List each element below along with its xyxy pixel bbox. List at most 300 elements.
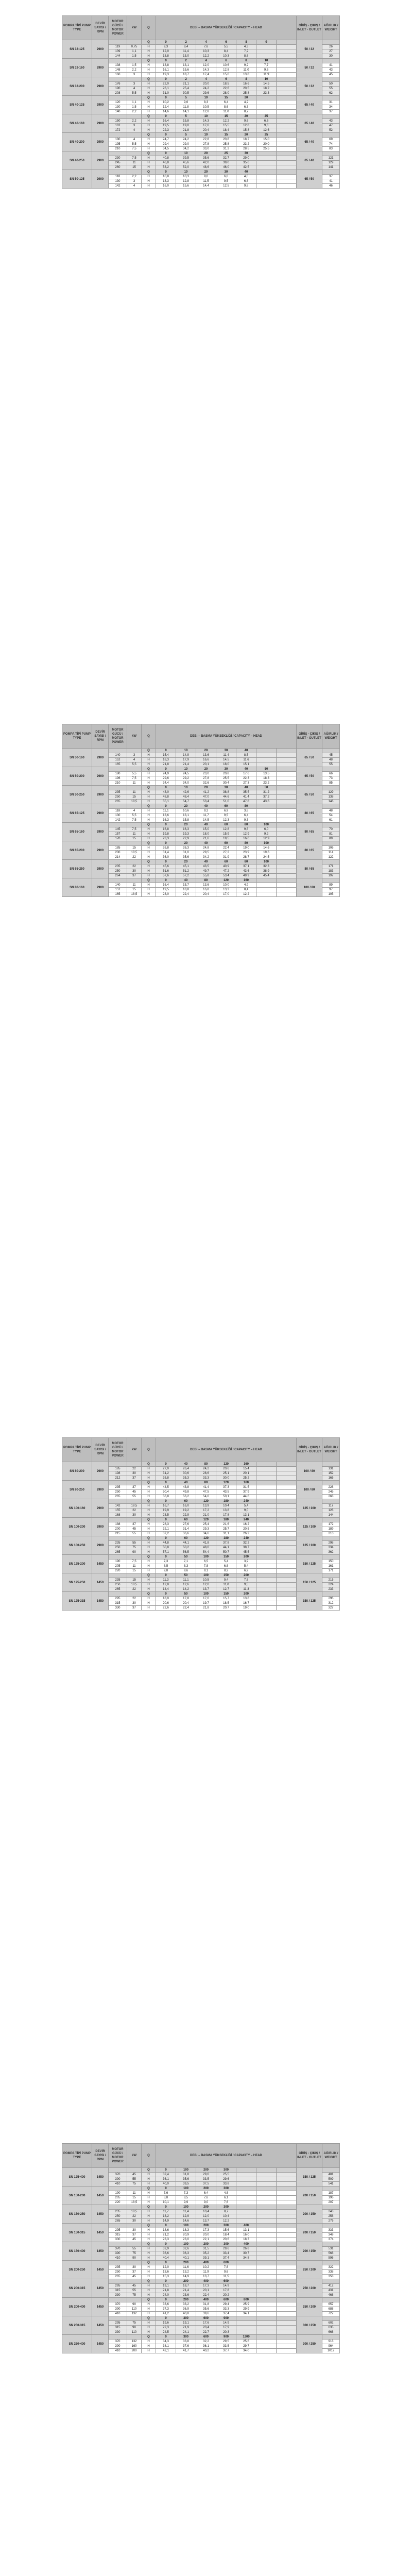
motor-power: 7,5 — [127, 1560, 142, 1564]
head-label: H — [142, 2251, 156, 2256]
motor-power: 15 — [127, 795, 142, 800]
flow-value — [277, 2224, 297, 2228]
head-label: H — [142, 2270, 156, 2275]
head-value — [256, 156, 277, 161]
head-value: 20,8 — [216, 138, 236, 142]
head-value: 9,6 — [256, 124, 277, 128]
head-value: 7,6 — [196, 2196, 216, 2200]
flow-value: 180 — [216, 1499, 236, 1504]
motor-power: 1,1 — [127, 49, 142, 54]
flow-value: 10 — [176, 170, 196, 175]
head-value: 28,5 — [236, 147, 256, 151]
motor-power: 37 — [127, 874, 142, 878]
head-value — [256, 1601, 277, 1606]
head-value — [236, 2196, 256, 2200]
head-value — [256, 2233, 277, 2238]
head-value: 19,1 — [176, 2321, 196, 2326]
flow-value: 200 — [196, 2187, 216, 2191]
head-value — [256, 2312, 277, 2316]
head-value — [277, 2238, 297, 2242]
weight-cell — [322, 133, 340, 138]
head-value — [277, 138, 297, 142]
motor-power: 2,2 — [127, 68, 142, 73]
head-label: H — [142, 790, 156, 795]
flow-value: 200 — [176, 2298, 196, 2302]
head-label: H — [142, 2196, 156, 2200]
inlet-outlet: 200 / 150 — [297, 2224, 322, 2242]
flow-label: Q — [142, 841, 156, 846]
flow-value: 8 — [236, 40, 256, 45]
head-value: 15,3 — [156, 2275, 176, 2279]
head-value: 36,9 — [176, 2307, 196, 2312]
head-value: 49,7 — [196, 869, 216, 874]
motor-cell — [109, 114, 127, 119]
flow-value: 0 — [156, 860, 176, 865]
head-label: H — [142, 119, 156, 124]
weight-cell — [322, 786, 340, 790]
flow-row — [62, 1573, 340, 1578]
weight-value: 296 — [322, 1597, 340, 1601]
head-label: H — [142, 49, 156, 54]
flow-value: 900 — [216, 2316, 236, 2321]
model-header: POMPA TİPİ PUMP TYPE — [62, 1438, 92, 1462]
head-label: H — [142, 105, 156, 110]
head-value: 29,6 — [216, 2177, 236, 2182]
inlet-outlet: 150 / 125 — [297, 1573, 322, 1592]
head-value: 50,1 — [216, 1495, 236, 1499]
head-value: 25,4 — [176, 87, 196, 91]
head-label: H — [142, 138, 156, 142]
head-value: 9,5 — [216, 814, 236, 818]
motor-cell — [109, 786, 127, 790]
motor-cell — [109, 1573, 127, 1578]
head-value: 9,1 — [196, 1569, 216, 1573]
head-label: H — [142, 2238, 156, 2242]
flow-label: Q — [142, 114, 156, 119]
weight-value: 312 — [322, 1601, 340, 1606]
head-value: 13,5 — [256, 772, 277, 776]
pump-model: SN 50-160 — [62, 749, 92, 767]
impeller-diameter: 165 — [109, 892, 127, 897]
impeller-diameter: 180 — [109, 138, 127, 142]
weight-value: 62 — [322, 91, 340, 96]
pump-model: SN 125-400 — [62, 2168, 92, 2187]
head-value: 7,3 — [156, 1560, 176, 1564]
head-value: 15,4 — [236, 1467, 256, 1471]
flow-label: Q — [142, 786, 156, 790]
head-value — [277, 1527, 297, 1532]
head-value — [277, 2275, 297, 2279]
impeller-diameter: 295 — [109, 2321, 127, 2326]
head-label: H — [142, 818, 156, 823]
motor-power: 1,5 — [127, 63, 142, 68]
head-value: 6,8 — [216, 175, 236, 179]
motor-cell — [109, 1592, 127, 1597]
head-value: 37,3 — [156, 2307, 176, 2312]
head-value: 25,2 — [236, 1476, 256, 1481]
head-value: 13,3 — [156, 179, 176, 184]
flow-value: 0 — [156, 133, 176, 138]
kw-cell — [127, 59, 142, 63]
flow-value: 60 — [216, 841, 236, 846]
impeller-diameter: 410 — [109, 2256, 127, 2261]
weight-value: 228 — [322, 1485, 340, 1490]
impeller-diameter: 190 — [109, 87, 127, 91]
head-value — [277, 2312, 297, 2316]
head-value — [256, 2340, 277, 2344]
impeller-diameter: 214 — [109, 855, 127, 860]
rpm-value: 1450 — [92, 2335, 109, 2353]
head-value: 9,0 — [236, 1509, 256, 1513]
impeller-diameter: 390 — [109, 2177, 127, 2182]
weight-cell — [322, 2298, 340, 2302]
impeller-diameter: 250 — [109, 2270, 127, 2275]
head-value — [277, 800, 297, 804]
head-label: H — [142, 2302, 156, 2307]
head-value: 16,3 — [176, 827, 196, 832]
weight-value: 27 — [322, 49, 340, 54]
flow-label: Q — [142, 1499, 156, 1504]
head-value — [236, 2214, 256, 2219]
flow-value: 80 — [196, 878, 216, 883]
weight-value: 55 — [322, 87, 340, 91]
motor-power: 55 — [127, 1532, 142, 1536]
head-value — [277, 2340, 297, 2344]
flow-value — [236, 2187, 256, 2191]
head-value — [256, 2293, 277, 2298]
flow-label: Q — [142, 1573, 156, 1578]
head-value: 11,3 — [156, 1578, 176, 1583]
impeller-diameter: 130 — [109, 105, 127, 110]
head-value — [236, 2321, 256, 2326]
head-value: 20,1 — [236, 1471, 256, 1476]
head-value: 9,8 — [236, 184, 256, 189]
head-value — [256, 809, 277, 814]
weight-cell — [322, 2224, 340, 2228]
head-value: 43,8 — [176, 1485, 196, 1490]
head-value: 16,0 — [176, 1504, 196, 1509]
impeller-diameter: 176 — [109, 82, 127, 87]
head-value: 55,1 — [156, 800, 176, 804]
head-value — [256, 1490, 277, 1495]
head-value: 35,3 — [176, 1476, 196, 1481]
inlet-outlet: 300 / 250 — [297, 2316, 322, 2335]
pump-model: SN 65-160 — [62, 823, 92, 841]
head-value: 34,1 — [236, 2312, 256, 2316]
head-value: 19,0 — [176, 124, 196, 128]
weight-value: 635 — [322, 2326, 340, 2330]
flow-value: 2 — [176, 77, 196, 82]
flow-value: 0 — [156, 1481, 176, 1485]
flow-value — [256, 2168, 277, 2173]
motor-power: 90 — [127, 2302, 142, 2307]
head-value: 11,8 — [176, 105, 196, 110]
impeller-diameter: 118 — [109, 809, 127, 814]
impeller-diameter: 390 — [109, 2251, 127, 2256]
motor-power: 11 — [127, 1564, 142, 1569]
head-value: 43,6 — [256, 800, 277, 804]
pump-model: SN 250-315 — [62, 2316, 92, 2335]
head-value: 28,3 — [156, 1522, 176, 1527]
motor-power: 1,1 — [127, 100, 142, 105]
head-value — [256, 2284, 277, 2289]
flow-value: 400 — [236, 2242, 256, 2247]
flow-value: 40 — [176, 878, 196, 883]
flow-row — [62, 767, 340, 772]
head-value: 24,2 — [176, 138, 196, 142]
head-value — [256, 1587, 277, 1592]
motor-power: 18,5 — [127, 851, 142, 855]
flow-value: 30 — [216, 749, 236, 753]
flow-value: 800 — [236, 2298, 256, 2302]
pump-model: SN 65-200 — [62, 841, 92, 860]
motor-cell — [109, 878, 127, 883]
pump-model: SN 125-315 — [62, 1592, 92, 1611]
flow-value — [236, 2205, 256, 2210]
flow-value — [277, 823, 297, 827]
head-value — [256, 1513, 277, 1518]
flow-row — [62, 96, 340, 100]
head-value: 14,6 — [256, 846, 277, 851]
weight-value: 69 — [322, 138, 340, 142]
head-value: 6,5 — [196, 1560, 216, 1564]
head-value — [256, 2200, 277, 2205]
head-value: 40,1 — [176, 2256, 196, 2261]
flow-row — [62, 2261, 340, 2265]
head-value — [256, 2256, 277, 2261]
head-value: 34,0 — [176, 781, 196, 786]
head-value: 32,1 — [156, 1527, 176, 1532]
motor-cell — [109, 1518, 127, 1522]
flow-value: 50 — [176, 1592, 196, 1597]
flow-row — [62, 860, 340, 865]
kw-cell — [127, 2298, 142, 2302]
weight-value: 481 — [322, 2173, 340, 2177]
motor-power: 1,5 — [127, 54, 142, 59]
motor-power: 75 — [127, 2321, 142, 2326]
flow-label: Q — [142, 2316, 156, 2321]
flow-value — [256, 2187, 277, 2191]
head-value: 6,4 — [236, 814, 256, 818]
inlet-outlet: 65 / 40 — [297, 96, 322, 114]
head-value — [277, 82, 297, 87]
flow-value: 200 — [196, 2242, 216, 2247]
motor-power: 3 — [127, 73, 142, 77]
flow-label: Q — [142, 1518, 156, 1522]
head-value: 31,1 — [216, 1532, 236, 1536]
head-value: 30,0 — [216, 1476, 236, 1481]
head-label: H — [142, 855, 156, 860]
weight-value: 81 — [322, 832, 340, 837]
head-value: 6,0 — [256, 827, 277, 832]
pump-model: SN 125-200 — [62, 1555, 92, 1573]
inlet-outlet: 80 / 65 — [297, 841, 322, 860]
head-value — [277, 105, 297, 110]
head-value: 27,2 — [216, 851, 236, 855]
head-value: 13,6 — [196, 753, 216, 758]
head-value — [256, 2289, 277, 2293]
head-value: 24,5 — [156, 2330, 176, 2335]
head-label: H — [142, 2293, 156, 2298]
motor-power: 30 — [127, 1601, 142, 1606]
rpm-header: DEVİR SAYISI / RPM — [92, 2144, 109, 2168]
head-value: 16,2 — [236, 1522, 256, 1527]
motor-power: 3 — [127, 124, 142, 128]
flow-value: 50 — [256, 786, 277, 790]
head-value: 9,3 — [156, 45, 176, 49]
flow-value — [277, 767, 297, 772]
head-value: 23,0 — [196, 772, 216, 776]
impeller-diameter: 145 — [109, 827, 127, 832]
kw-cell — [127, 2242, 142, 2247]
head-value: 55,8 — [196, 874, 216, 878]
head-header: DEBİ – BASMA YÜKSEKLİĞİ / CAPACITY – HEAD — [156, 16, 297, 40]
head-value: 9,3 — [236, 818, 256, 823]
rpm-value: 2900 — [92, 1481, 109, 1499]
head-value: 12,0 — [156, 2265, 176, 2270]
head-value: 24,5 — [176, 772, 196, 776]
head-value: 13,7 — [196, 2219, 216, 2224]
head-value: 18,4 — [216, 2233, 236, 2238]
inlet-outlet: 65 / 50 — [297, 749, 322, 767]
impeller-diameter: 200 — [109, 1527, 127, 1532]
flow-value: 0 — [156, 96, 176, 100]
flow-row — [62, 2205, 340, 2210]
head-value: 13,6 — [156, 814, 176, 818]
head-value: 39,6 — [196, 2312, 216, 2316]
head-value: 29,4 — [216, 2302, 236, 2307]
head-label: H — [142, 91, 156, 96]
head-value: 46,0 — [216, 165, 236, 170]
motor-power: 11 — [127, 161, 142, 165]
head-label: H — [142, 1587, 156, 1592]
head-value: 20,5 — [236, 1527, 256, 1532]
flow-value: 4 — [196, 40, 216, 45]
head-value: 29,6 — [196, 2173, 216, 2177]
head-header: DEBİ – BASMA YÜKSEKLİĞİ / CAPACITY – HEAD — [156, 1438, 297, 1462]
head-value: 12,2 — [216, 2219, 236, 2224]
motor-cell — [109, 841, 127, 846]
rpm-value: 1450 — [92, 2242, 109, 2261]
head-value: 49,9 — [236, 874, 256, 878]
flow-row — [62, 114, 340, 119]
head-label: H — [142, 2173, 156, 2177]
head-value — [256, 2219, 277, 2224]
weight-value: 468 — [322, 2293, 340, 2298]
inlet-outlet: 200 / 150 — [297, 2205, 322, 2224]
pump-model: SN 32-160 — [62, 59, 92, 77]
flow-label: Q — [142, 1592, 156, 1597]
weight-value: 161 — [322, 1564, 340, 1569]
flow-value — [277, 1592, 297, 1597]
motor-power: 30 — [127, 2265, 142, 2270]
flow-value: 0 — [156, 2279, 176, 2284]
head-value — [256, 110, 277, 114]
head-value: 33,8 — [216, 2182, 236, 2187]
rpm-value: 1450 — [92, 2205, 109, 2224]
motor-cell — [109, 2224, 127, 2228]
flow-label: Q — [142, 40, 156, 45]
motor-cell — [109, 1499, 127, 1504]
head-value: 7,2 — [236, 49, 256, 54]
weight-header: AĞIRLIK / WEIGHT — [322, 1438, 340, 1462]
head-label: H — [142, 758, 156, 762]
head-value: 15,0 — [256, 138, 277, 142]
head-value: 21,8 — [156, 762, 176, 767]
head-value: 32,6 — [176, 2247, 196, 2251]
weight-value: 117 — [322, 1504, 340, 1509]
head-value: 51,6 — [156, 869, 176, 874]
inlet-outlet: 150 / 125 — [297, 1592, 322, 1611]
flow-value — [277, 151, 297, 156]
impeller-diameter: 250 — [109, 2214, 127, 2219]
pump-model: SN 40-160 — [62, 114, 92, 133]
motor-power: 3 — [127, 179, 142, 184]
weight-value: 52 — [322, 128, 340, 133]
flow-value: 0 — [156, 1518, 176, 1522]
head-value — [277, 2326, 297, 2330]
flow-value — [277, 2335, 297, 2340]
head-value: 9,8 — [156, 1569, 176, 1573]
flow-row — [62, 2279, 340, 2284]
head-label: H — [142, 1564, 156, 1569]
head-value — [277, 2256, 297, 2261]
inlet-outlet: 300 / 250 — [297, 2335, 322, 2353]
head-value: 32,9 — [156, 2247, 176, 2251]
head-value — [277, 1522, 297, 1527]
impeller-diameter: 152 — [109, 758, 127, 762]
head-value: 45,5 — [236, 1550, 256, 1555]
impeller-diameter: 150 — [109, 119, 127, 124]
head-value — [277, 832, 297, 837]
head-label: H — [142, 1467, 156, 1471]
flow-row — [62, 133, 340, 138]
motor-power: 90 — [127, 1550, 142, 1555]
head-label: H — [142, 2210, 156, 2214]
impeller-diameter: 220 — [109, 2200, 127, 2205]
flow-label: Q — [142, 2261, 156, 2265]
head-value: 17,0 — [196, 1597, 216, 1601]
head-value: 29,4 — [156, 142, 176, 147]
head-value — [277, 184, 297, 189]
flow-label: Q — [142, 1536, 156, 1541]
head-value — [277, 87, 297, 91]
impeller-diameter: 245 — [109, 161, 127, 165]
weight-value: 918 — [322, 2340, 340, 2344]
weight-value: 85 — [322, 781, 340, 786]
head-value — [277, 2191, 297, 2196]
head-value: 17,3 — [196, 2284, 216, 2289]
impeller-diameter: 250 — [109, 1583, 127, 1587]
motor-power: 110 — [127, 2307, 142, 2312]
head-value — [256, 2173, 277, 2177]
motor-power: 55 — [127, 2289, 142, 2293]
kw-cell — [127, 96, 142, 100]
rpm-value: 1450 — [92, 2187, 109, 2205]
head-label: H — [142, 1513, 156, 1518]
head-value: 39,5 — [176, 156, 196, 161]
head-value: 10,5 — [196, 1578, 216, 1583]
flow-value: 20 — [176, 823, 196, 827]
rpm-value: 1450 — [92, 1573, 109, 1592]
motor-power: 15 — [127, 846, 142, 851]
impeller-diameter: 148 — [109, 68, 127, 73]
flow-value: 80 — [236, 860, 256, 865]
head-value: 14,5 — [196, 818, 216, 823]
head-header: DEBİ – BASMA YÜKSEKLİĞİ / CAPACITY – HEAD — [156, 724, 297, 749]
head-value — [277, 161, 297, 165]
flow-value: 180 — [216, 1518, 236, 1522]
